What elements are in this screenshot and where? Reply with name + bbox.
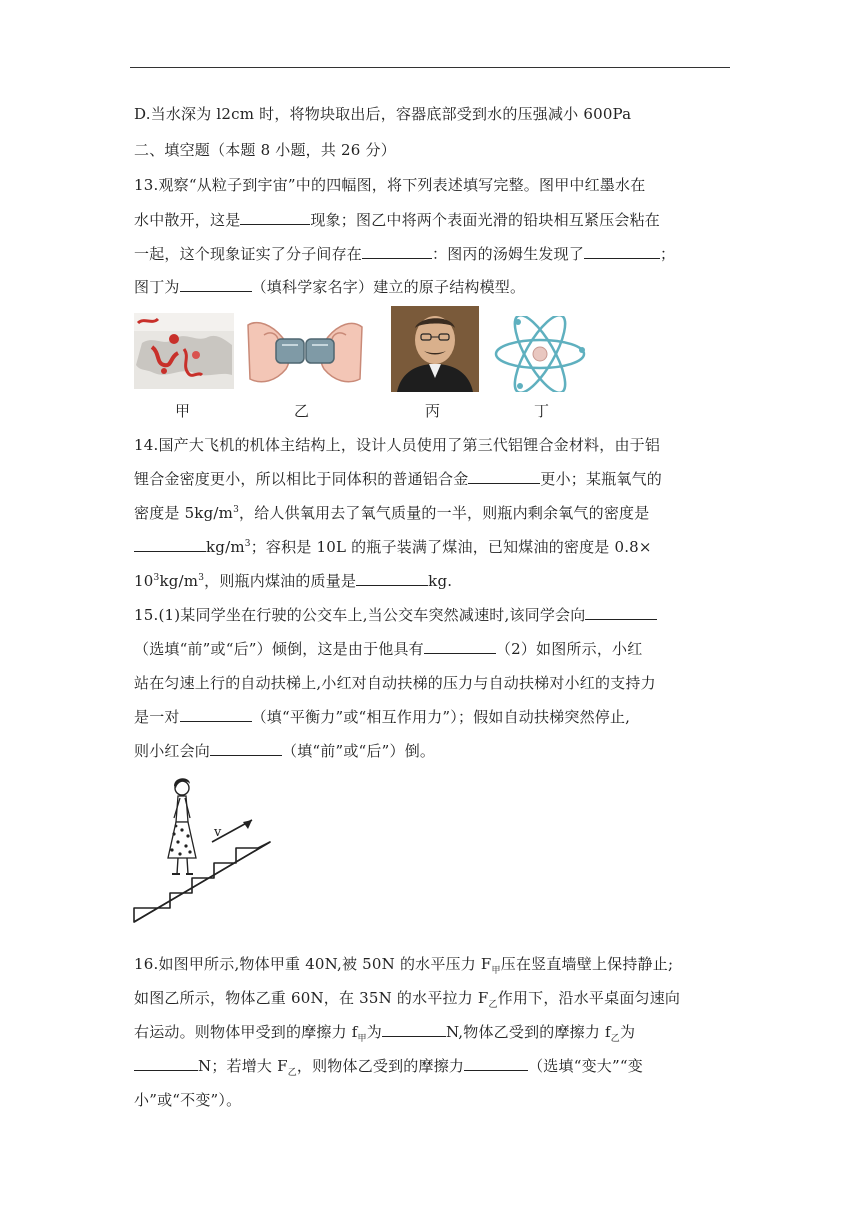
q15-blank-2[interactable] (424, 639, 496, 654)
q16-sub: 乙 (610, 1034, 620, 1044)
figure-lead-blocks (246, 315, 364, 389)
q14-text: ，则瓶内煤油的质量是 (204, 572, 357, 590)
q16-text: 压在竖直墙壁上保持静止; (500, 955, 674, 973)
q16-text: N；若增大 F (198, 1057, 288, 1075)
q15-blank-4[interactable] (210, 741, 282, 756)
q14-text: 锂合金密度更小，所以相比于同体积的普通铝合金 (134, 470, 469, 488)
q14-line-4 (134, 537, 734, 557)
q14-sup: 3 (244, 539, 251, 549)
q16-text: 为 (366, 1023, 382, 1041)
q16-blank-3[interactable] (464, 1056, 528, 1071)
q15-blank-1[interactable] (585, 605, 657, 620)
q14-sup: 3 (153, 573, 160, 583)
q14-text: 密度是 5kg/m (134, 504, 234, 522)
q16-text: 右运动。则物体甲受到的摩擦力 f (134, 1023, 358, 1041)
q14-line-1: 14.国产大飞机的机体主结构上，设计人员使用了第三代铝锂合金材料，由于铝 (134, 436, 661, 454)
q16-line-1 (134, 954, 734, 974)
figure-label-ding: 丁 (534, 402, 550, 420)
q15-text: 则小红会向 (134, 742, 211, 760)
figure-label-bing: 丙 (425, 402, 441, 420)
q15-line-1 (134, 605, 734, 625)
q13-text: ：图丙的汤姆生发现了 (432, 245, 585, 263)
q16-line-2 (134, 988, 734, 1008)
velocity-label: v (214, 825, 222, 840)
q15-line-3: 站在匀速上行的自动扶梯上,小红对自动扶梯的压力与自动扶梯对小红的支持力 (134, 674, 656, 692)
q16-text: ，则物体乙受到的摩擦力 (296, 1057, 465, 1075)
q16-text: 16.如图甲所示,物体甲重 40N,被 50N 的水平压力 F (134, 955, 492, 973)
figure-atom-model (490, 316, 590, 392)
q13-blank-1[interactable] (240, 210, 310, 225)
q15-text: 15.(1)某同学坐在行驶的公交车上,当公交车突然减速时,该同学会向 (134, 606, 586, 624)
q13-blank-2[interactable] (362, 244, 432, 259)
q14-blank-1[interactable] (468, 469, 540, 484)
q16-line-4 (134, 1056, 734, 1076)
q14-line-2 (134, 469, 734, 489)
q15-text: 是一对 (134, 708, 180, 726)
option-d-text: D.当水深为 l2cm 时，将物块取出后，容器底部受到水的压强减小 600Pa (134, 105, 632, 123)
q13-line-1: 13.观察“从粒子到宇宙”中的四幅图，将下列表述填写完整。图甲中红墨水在 (134, 176, 646, 194)
q16-text: N,物体乙受到的摩擦力 f (445, 1023, 611, 1041)
q15-text: （选填“前”或“后”）倾倒，这是由于他具有 (134, 640, 424, 658)
q14-blank-2[interactable] (134, 537, 206, 552)
q16-text: （选填“变大”“变 (528, 1057, 643, 1075)
q16-sub: 甲 (491, 966, 501, 976)
q15-line-4 (134, 707, 734, 727)
figure-label-yi: 乙 (294, 402, 310, 420)
figure-label-jia: 甲 (175, 402, 191, 420)
q13-blank-3[interactable] (584, 244, 660, 259)
q16-blank-2[interactable] (134, 1056, 198, 1071)
figure-red-ink (134, 313, 234, 389)
q16-blank-1[interactable] (382, 1022, 446, 1037)
q13-line-3 (134, 244, 734, 264)
q14-sup: 3 (198, 573, 205, 583)
q13-text: （填科学家名字）建立的原子结构模型。 (251, 278, 526, 296)
q14-line-5 (134, 571, 734, 591)
q14-sup: 3 (233, 505, 240, 515)
q14-text: 10 (134, 572, 154, 590)
figure-escalator (130, 774, 275, 926)
q13-line-2 (134, 210, 734, 230)
header-rule (130, 67, 730, 68)
q14-text: 更小；某瓶氧气的 (540, 470, 663, 488)
q15-text: （填“平衡力”或“相互作用力”）；假如自动扶梯突然停止, (251, 708, 631, 726)
q16-text: 为 (620, 1023, 636, 1041)
q13-blank-4[interactable] (180, 277, 252, 292)
section-heading: 二、填空题（本题 8 小题，共 26 分） (134, 141, 396, 159)
q15-text: （填“前”或“后”）倒。 (282, 742, 436, 760)
figure-portrait (391, 306, 479, 392)
q16-sub: 乙 (488, 1000, 498, 1010)
q16-line-5: 小”或“不变”）。 (134, 1091, 242, 1109)
q13-text: 一起，这个现象证实了分子间存在 (134, 245, 363, 263)
q14-text: ；容积是 10L 的瓶子装满了煤油，已知煤油的密度是 0.8× (250, 538, 652, 556)
q14-blank-3[interactable] (356, 571, 428, 586)
q16-text: 作用下，沿水平桌面匀速向 (497, 989, 681, 1007)
q13-text: 现象；图乙中将两个表面光滑的铅块相互紧压会粘在 (310, 211, 661, 229)
q16-sub: 乙 (287, 1068, 297, 1078)
q16-text: 如图乙所示，物体乙重 60N，在 35N 的水平拉力 F (134, 989, 489, 1007)
q15-blank-3[interactable] (180, 707, 252, 722)
q13-text: 图丁为 (134, 278, 180, 296)
q15-line-5 (134, 741, 734, 761)
q16-sub: 甲 (357, 1034, 367, 1044)
q13-text: 水中散开，这是 (134, 211, 241, 229)
q16-line-3 (134, 1022, 734, 1042)
q14-line-3 (134, 503, 734, 523)
q14-text: kg/m (206, 538, 245, 556)
q15-text: （2）如图所示，小红 (495, 640, 643, 658)
q14-text: kg. (428, 572, 453, 590)
q14-text: ，给人供氧用去了氧气质量的一半，则瓶内剩余氧气的密度是 (239, 504, 650, 522)
q15-line-2 (134, 639, 734, 659)
q13-line-4 (134, 277, 734, 297)
q14-text: kg/m (159, 572, 199, 590)
q13-text: ； (660, 245, 676, 263)
